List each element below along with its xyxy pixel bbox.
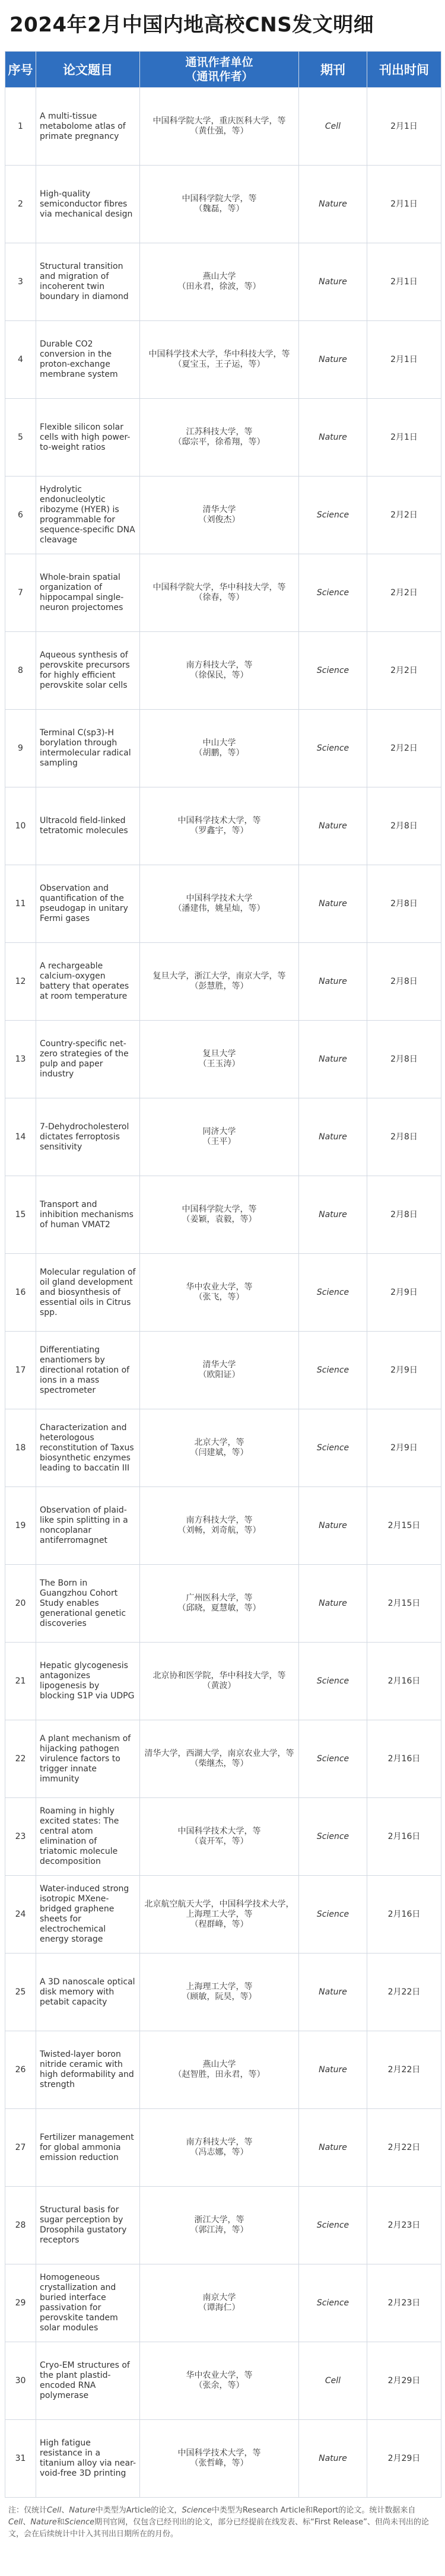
row-number: 12 [5, 943, 36, 1021]
row-corresponding-unit: 中国科学院大学，华中科技大学，等 （徐春，等） [140, 554, 299, 632]
row-number: 20 [5, 1565, 36, 1643]
row-journal: Nature [299, 166, 367, 243]
row-corresponding-unit: 南方科技大学，等 （冯志娜，等） [140, 2109, 299, 2187]
row-journal: Nature [299, 1176, 367, 1254]
footnote-science: Science [182, 2506, 212, 2515]
row-publish-date: 2月1日 [367, 321, 441, 399]
table-row [5, 2420, 441, 2498]
table-row [5, 321, 441, 399]
table-row [5, 1021, 441, 1098]
table-row [5, 1098, 441, 1176]
row-corresponding-unit: 南京大学 （谭海仁） [140, 2264, 299, 2342]
row-paper-title: Hepatic glycogenesis antagonizes lipogenesis by blocking S1P via UDPG [36, 1643, 140, 1720]
row-publish-date: 2月1日 [367, 88, 441, 166]
row-publish-date: 2月1日 [367, 399, 441, 477]
row-corresponding-unit: 中国科学技术大学，等 （罗鑫宇，等） [140, 787, 299, 865]
row-corresponding-unit: 中山大学 （胡鹏，等） [140, 710, 299, 787]
row-publish-date: 2月9日 [367, 1254, 441, 1332]
row-publish-date: 2月2日 [367, 554, 441, 632]
row-corresponding-unit: 中国科学技术大学，等 （张哲峰，等） [140, 2420, 299, 2498]
row-corresponding-unit: 广州医科大学，等 （邱晓，夏慧敏，等） [140, 1565, 299, 1643]
row-publish-date: 2月1日 [367, 243, 441, 321]
row-corresponding-unit: 燕山大学 （田永君，徐波，等） [140, 243, 299, 321]
row-journal: Nature [299, 943, 367, 1021]
table-row [5, 243, 441, 321]
row-publish-date: 2月8日 [367, 943, 441, 1021]
row-number: 13 [5, 1021, 36, 1098]
table-row [5, 2264, 441, 2342]
footnote-text: 中类型为Article的论文， [95, 2506, 182, 2515]
row-paper-title: Structural basis for sugar perception by Drosophila gustatory receptors [36, 2187, 140, 2264]
footnote-text: 和 [56, 2518, 65, 2527]
row-paper-title: High fatigue resistance in a titanium alloy via near-void-free 3D printing [36, 2420, 140, 2498]
row-journal: Cell [299, 88, 367, 166]
row-publish-date: 2月1日 [367, 166, 441, 243]
row-corresponding-unit: 复旦大学，浙江大学，南京大学，等 （彭慧胜，等） [140, 943, 299, 1021]
footnote-text: 期刊官网，仅包含已经刊出的论文，部分已经提前在线发表、标“First Release”、但尚未刊出的论文，会在后续统计中计入其刊出日期所在的月份。 [8, 2518, 429, 2539]
row-number: 25 [5, 1954, 36, 2031]
header-unit: 通讯作者单位 （通讯作者） [140, 52, 299, 88]
row-publish-date: 2月23日 [367, 2264, 441, 2342]
row-paper-title: Transport and inhibition mechanisms of human VMAT2 [36, 1176, 140, 1254]
header-paper-title: 论文题目 [36, 52, 140, 88]
row-publish-date: 2月8日 [367, 1098, 441, 1176]
row-paper-title: 7-Dehydrocholesterol dictates ferroptosis sensitivity [36, 1098, 140, 1176]
row-journal: Science [299, 1409, 367, 1487]
row-publish-date: 2月9日 [367, 1332, 441, 1409]
table-row [5, 166, 441, 243]
row-number: 18 [5, 1409, 36, 1487]
row-journal: Nature [299, 865, 367, 943]
row-number: 21 [5, 1643, 36, 1720]
row-corresponding-unit: 燕山大学 （赵智胜，田永君，等） [140, 2031, 299, 2109]
footnote-text: 注：仅统计 [8, 2506, 47, 2515]
row-journal: Nature [299, 1021, 367, 1098]
row-paper-title: Observation and quantification of the pseudogap in unitary Fermi gases [36, 865, 140, 943]
row-number: 1 [5, 88, 36, 166]
row-paper-title: Ultracold field-linked tetratomic molecules [36, 787, 140, 865]
table-row [5, 1332, 441, 1409]
table-row [5, 1254, 441, 1332]
row-number: 15 [5, 1176, 36, 1254]
row-paper-title: Molecular regulation of oil gland development and biosynthesis of essential oils in Citrus spp. [36, 1254, 140, 1332]
table-row [5, 554, 441, 632]
row-paper-title: The Born in Guangzhou Cohort Study enables generational genetic discoveries [36, 1565, 140, 1643]
row-journal: Science [299, 477, 367, 554]
row-paper-title: Fertilizer management for global ammonia emission reduction [36, 2109, 140, 2187]
table-row [5, 2109, 441, 2187]
footnote-cell: Cell [8, 2518, 23, 2527]
row-number: 14 [5, 1098, 36, 1176]
row-corresponding-unit: 南方科技大学，等 （徐保民，等） [140, 632, 299, 710]
row-corresponding-unit: 华中农业大学，等 （张余，等） [140, 2342, 299, 2420]
row-journal: Nature [299, 399, 367, 477]
table-row [5, 2342, 441, 2420]
cns-papers-table [5, 51, 441, 2498]
row-journal: Nature [299, 1565, 367, 1643]
row-number: 29 [5, 2264, 36, 2342]
table-row [5, 865, 441, 943]
row-publish-date: 2月2日 [367, 477, 441, 554]
row-corresponding-unit: 华中农业大学，等 （张飞，等） [140, 1254, 299, 1332]
row-number: 17 [5, 1332, 36, 1409]
row-paper-title: Structural transition and migration of incoherent twin boundary in diamond [36, 243, 140, 321]
row-number: 16 [5, 1254, 36, 1332]
table-row [5, 1565, 441, 1643]
row-publish-date: 2月16日 [367, 1643, 441, 1720]
table-row [5, 1643, 441, 1720]
row-journal: Science [299, 1876, 367, 1954]
row-paper-title: Durable CO2 conversion in the proton-exchange membrane system [36, 321, 140, 399]
row-journal: Science [299, 710, 367, 787]
table-row [5, 1798, 441, 1876]
row-number: 10 [5, 787, 36, 865]
row-number: 4 [5, 321, 36, 399]
header-journal: 期刊 [299, 52, 367, 88]
row-journal: Nature [299, 1487, 367, 1565]
row-number: 22 [5, 1720, 36, 1798]
row-paper-title: Roaming in highly excited states: The central atom elimination of triatomic molecule decomposition [36, 1798, 140, 1876]
row-paper-title: A rechargeable calcium-oxygen battery that operates at room temperature [36, 943, 140, 1021]
row-publish-date: 2月8日 [367, 1176, 441, 1254]
row-journal: Science [299, 1332, 367, 1409]
row-publish-date: 2月29日 [367, 2420, 441, 2498]
row-journal: Science [299, 632, 367, 710]
table-row [5, 1409, 441, 1487]
row-corresponding-unit: 北京航空航天大学，中国科学技术大学，上海理工大学，等 （程群峰，等） [140, 1876, 299, 1954]
row-paper-title: Whole-brain spatial organization of hippocampal single-neuron projectomes [36, 554, 140, 632]
row-journal: Nature [299, 1954, 367, 2031]
row-number: 3 [5, 243, 36, 321]
row-journal: Nature [299, 2109, 367, 2187]
row-corresponding-unit: 中国科学院大学，等 （姜颖，袁毅，等） [140, 1176, 299, 1254]
table-body [5, 88, 441, 2498]
row-number: 7 [5, 554, 36, 632]
row-corresponding-unit: 中国科学院大学，重庆医科大学，等 （黄仕强，等） [140, 88, 299, 166]
table-row [5, 1876, 441, 1954]
row-number: 5 [5, 399, 36, 477]
table-row [5, 787, 441, 865]
row-journal: Science [299, 1254, 367, 1332]
row-corresponding-unit: 江苏科技大学，等 （邸宗平，徐希翔，等） [140, 399, 299, 477]
footnote-science: Science [64, 2518, 95, 2527]
row-paper-title: Flexible silicon solar cells with high power-to-weight ratios [36, 399, 140, 477]
row-corresponding-unit: 中国科学技术大学 （潘建伟，姚星灿，等） [140, 865, 299, 943]
footnote-text: 中类型为Research Article和Report的论文。统计数据来自 [211, 2506, 416, 2515]
row-number: 9 [5, 710, 36, 787]
header-date: 刊出时间 [367, 52, 441, 88]
row-publish-date: 2月8日 [367, 1021, 441, 1098]
row-paper-title: Homogeneous crystallization and buried interface passivation for perovskite tandem solar modules [36, 2264, 140, 2342]
row-paper-title: Hydrolytic endonucleolytic ribozyme (HYER) is programmable for sequence-specific DNA cleavage [36, 477, 140, 554]
row-journal: Nature [299, 787, 367, 865]
table-row [5, 710, 441, 787]
row-publish-date: 2月15日 [367, 1565, 441, 1643]
row-journal: Nature [299, 2420, 367, 2498]
row-publish-date: 2月29日 [367, 2342, 441, 2420]
table-row [5, 1720, 441, 1798]
row-corresponding-unit: 中国科学院大学，等 （魏磊，等） [140, 166, 299, 243]
row-journal: Science [299, 1798, 367, 1876]
row-number: 30 [5, 2342, 36, 2420]
table-row [5, 88, 441, 166]
row-corresponding-unit: 复旦大学 （王玉涛） [140, 1021, 299, 1098]
row-corresponding-unit: 清华大学 （刘俊杰） [140, 477, 299, 554]
row-publish-date: 2月16日 [367, 1720, 441, 1798]
table-row [5, 399, 441, 477]
page-title: 2024年2月中国内地高校CNS发文明细 [9, 13, 374, 37]
row-publish-date: 2月22日 [367, 1954, 441, 2031]
row-number: 31 [5, 2420, 36, 2498]
row-corresponding-unit: 中国科学技术大学，等 （袁开军，等） [140, 1798, 299, 1876]
row-paper-title: A plant mechanism of hijacking pathogen virulence factors to trigger innate immunity [36, 1720, 140, 1798]
row-number: 28 [5, 2187, 36, 2264]
row-publish-date: 2月2日 [367, 632, 441, 710]
row-corresponding-unit: 北京大学，等 （闫建斌，等） [140, 1409, 299, 1487]
row-publish-date: 2月16日 [367, 1876, 441, 1954]
footnote-cell: Cell [47, 2506, 62, 2515]
row-publish-date: 2月16日 [367, 1798, 441, 1876]
footnote-text: 、 [61, 2506, 69, 2515]
row-publish-date: 2月9日 [367, 1409, 441, 1487]
table-row [5, 2187, 441, 2264]
table-row [5, 632, 441, 710]
row-paper-title: Cryo-EM structures of the plant plastid-encoded RNA polymerase [36, 2342, 140, 2420]
row-number: 27 [5, 2109, 36, 2187]
row-corresponding-unit: 北京协和医学院，华中科技大学，等 （黄波） [140, 1643, 299, 1720]
row-number: 26 [5, 2031, 36, 2109]
table-row [5, 1176, 441, 1254]
row-corresponding-unit: 中国科学技术大学，华中科技大学，等 （夏宝玉，王子运，等） [140, 321, 299, 399]
row-corresponding-unit: 南方科技大学，等 （刘畅，刘奇航，等） [140, 1487, 299, 1565]
footnote-text: 、 [23, 2518, 31, 2527]
row-paper-title: Characterization and heterologous reconstitution of Taxus biosynthetic enzymes leading to baccatin III [36, 1409, 140, 1487]
row-paper-title: Terminal C(sp3)-H borylation through intermolecular radical sampling [36, 710, 140, 787]
row-paper-title: Differentiating enantiomers by directional rotation of ions in a mass spectrometer [36, 1332, 140, 1409]
row-journal: Science [299, 1643, 367, 1720]
row-number: 19 [5, 1487, 36, 1565]
table-row [5, 2031, 441, 2109]
row-number: 23 [5, 1798, 36, 1876]
row-paper-title: A 3D nanoscale optical disk memory with petabit capacity [36, 1954, 140, 2031]
row-journal: Nature [299, 243, 367, 321]
row-corresponding-unit: 上海理工大学，等 （顾敏，阮昊，等） [140, 1954, 299, 2031]
row-corresponding-unit: 清华大学 （欧阳证） [140, 1332, 299, 1409]
row-number: 11 [5, 865, 36, 943]
row-journal: Science [299, 2187, 367, 2264]
table-row [5, 1487, 441, 1565]
row-publish-date: 2月22日 [367, 2109, 441, 2187]
row-journal: Science [299, 2264, 367, 2342]
row-number: 6 [5, 477, 36, 554]
row-paper-title: Twisted-layer boron nitride ceramic with high deformability and strength [36, 2031, 140, 2109]
row-number: 2 [5, 166, 36, 243]
row-corresponding-unit: 同济大学 （王平） [140, 1098, 299, 1176]
row-journal: Cell [299, 2342, 367, 2420]
footnote-nature: Nature [69, 2506, 96, 2515]
row-paper-title: Water-induced strong isotropic MXene-bridged graphene sheets for electrochemical energy storage [36, 1876, 140, 1954]
row-paper-title: High-quality semiconductor fibres via mechanical design [36, 166, 140, 243]
header-no: 序号 [5, 52, 36, 88]
row-number: 8 [5, 632, 36, 710]
footnote-nature: Nature [30, 2518, 57, 2527]
row-journal: Science [299, 1720, 367, 1798]
row-journal: Nature [299, 2031, 367, 2109]
row-paper-title: A multi-tissue metabolome atlas of primate pregnancy [36, 88, 140, 166]
row-publish-date: 2月15日 [367, 1487, 441, 1565]
table-row [5, 943, 441, 1021]
row-publish-date: 2月2日 [367, 710, 441, 787]
row-journal: Science [299, 554, 367, 632]
row-number: 24 [5, 1876, 36, 1954]
table-header-row [5, 52, 441, 88]
table-row [5, 1954, 441, 2031]
row-corresponding-unit: 清华大学，西湖大学，南京农业大学，等 （柴继杰，等） [140, 1720, 299, 1798]
row-journal: Nature [299, 321, 367, 399]
table-row [5, 477, 441, 554]
row-publish-date: 2月8日 [367, 787, 441, 865]
row-paper-title: Observation of plaid-like spin splitting in a noncoplanar antiferromagnet [36, 1487, 140, 1565]
row-publish-date: 2月8日 [367, 865, 441, 943]
row-publish-date: 2月22日 [367, 2031, 441, 2109]
row-paper-title: Aqueous synthesis of perovskite precursors for highly efficient perovskite solar cells [36, 632, 140, 710]
footnote [8, 2505, 437, 2540]
row-paper-title: Country-specific net-zero strategies of the pulp and paper industry [36, 1021, 140, 1098]
row-journal: Nature [299, 1098, 367, 1176]
row-corresponding-unit: 浙江大学，等 （郭江涛，等） [140, 2187, 299, 2264]
row-publish-date: 2月23日 [367, 2187, 441, 2264]
